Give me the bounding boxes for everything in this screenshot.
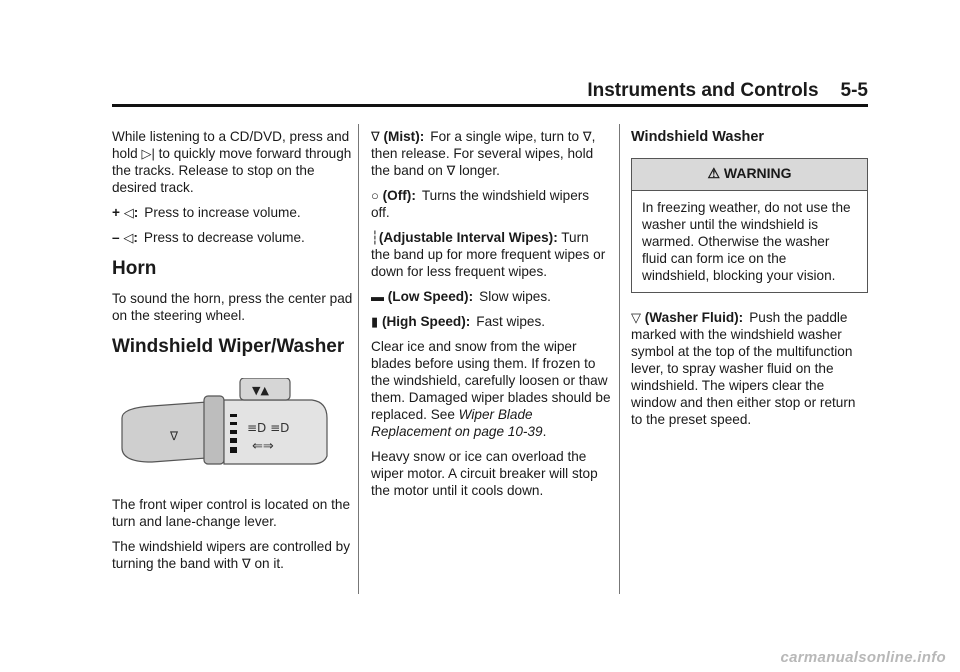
wiper-lever-illustration — [112, 378, 338, 478]
low-speed-item: ▬ (Low Speed): Slow wipes. — [371, 289, 551, 304]
page-header — [112, 80, 868, 102]
wiper-icon: ∇ — [242, 556, 251, 571]
off-item: ○ (Off): Turns the windshield wipers off. — [371, 188, 590, 220]
low-speed-icon: ▬ — [371, 289, 384, 304]
wiper-blade-reference: Wiper Blade Replacement on page 10-39 — [371, 407, 543, 439]
high-speed-icon: ▮ — [371, 314, 379, 329]
svg-text:▼▲: ▼▲ — [252, 384, 269, 397]
mist-icon: ∇ — [371, 129, 380, 144]
cd-seek-paragraph: While listening to a CD/DVD, press and hold ▷| to quickly move forward through the tracks. Release to stop on the desired track. — [112, 129, 352, 195]
warning-triangle-icon: ⚠ — [707, 165, 720, 181]
off-circle-icon: ○ — [371, 188, 379, 203]
volume-down-item: – ◁: Press to decrease volume. — [112, 230, 305, 245]
horn-heading: Horn — [112, 258, 157, 279]
svg-text:∇: ∇ — [170, 429, 179, 443]
page-number: 5-5 — [840, 80, 868, 101]
snow-paragraph: Heavy snow or ice can overload the wiper motor. A circuit breaker will stop the motor until it cools down. — [371, 449, 598, 498]
mist-icon: ∇ — [446, 163, 456, 178]
mist-item: ∇ (Mist): For a single wipe, turn to ∇, then release. For several wipes, hold the band on ∇ longer. — [371, 129, 596, 178]
header-title — [587, 80, 868, 102]
column-1 — [112, 128, 354, 580]
interval-bars-icon: ┆ — [371, 230, 379, 245]
wiper-washer-heading: Windshield Wiper/Washer — [112, 336, 345, 357]
warning-header: ⚠ WARNING — [632, 159, 867, 191]
column-divider-2 — [619, 124, 620, 594]
wiper-location-paragraph: The front wiper control is located on the turn and lane-change lever. — [112, 497, 351, 529]
interval-item: ┆(Adjustable Interval Wipes): Turn the band up for more frequent wipes or down for less frequent wipes. — [371, 230, 606, 279]
column-2 — [371, 128, 611, 507]
speaker-icon: ◁ — [123, 205, 134, 220]
column-divider-1 — [358, 124, 359, 594]
wiper-band-paragraph: The windshield wipers are controlled by turning the band with ∇ on it. — [112, 539, 351, 571]
svg-text:⇐⇒: ⇐⇒ — [252, 439, 274, 454]
warning-box — [631, 158, 868, 293]
washer-fluid-icon: ▽ — [631, 310, 641, 325]
speaker-icon: ◁ — [123, 230, 134, 245]
section-title: Instruments and Controls — [587, 80, 819, 101]
horn-paragraph: To sound the horn, press the center pad on the steering wheel. — [112, 291, 353, 323]
warning-body: In freezing weather, do not use the washer until the windshield is warmed. Otherwise the washer fluid can form ice on the windshield, blocking your vision. — [642, 200, 851, 283]
seek-forward-icon: ▷| — [141, 146, 155, 161]
volume-up-item: + ◁: Press to increase volume. — [112, 205, 301, 220]
svg-text:≡D ≡D: ≡D ≡D — [247, 421, 290, 435]
washer-heading: Windshield Washer — [631, 129, 765, 145]
site-watermark: carmanualsonline.info — [780, 649, 946, 666]
mist-icon: ∇ — [582, 129, 592, 144]
ice-paragraph: Clear ice and snow from the wiper blades before using them. If frozen to the windshield, carefully loosen or thaw them. Damaged wiper blades should be replaced. See Wiper Blade Replacement on page 10-39. — [371, 339, 611, 439]
high-speed-item: ▮ (High Speed): Fast wipes. — [371, 314, 546, 329]
washer-fluid-item: ▽ (Washer Fluid): Push the paddle marked with the windshield washer symbol at the top of the multifunction lever, to spray washer fluid on the windshield. The wipers clear the window and then either stop or return to the preset speed. — [631, 310, 856, 427]
header-rule — [112, 104, 868, 107]
column-3 — [631, 128, 868, 436]
